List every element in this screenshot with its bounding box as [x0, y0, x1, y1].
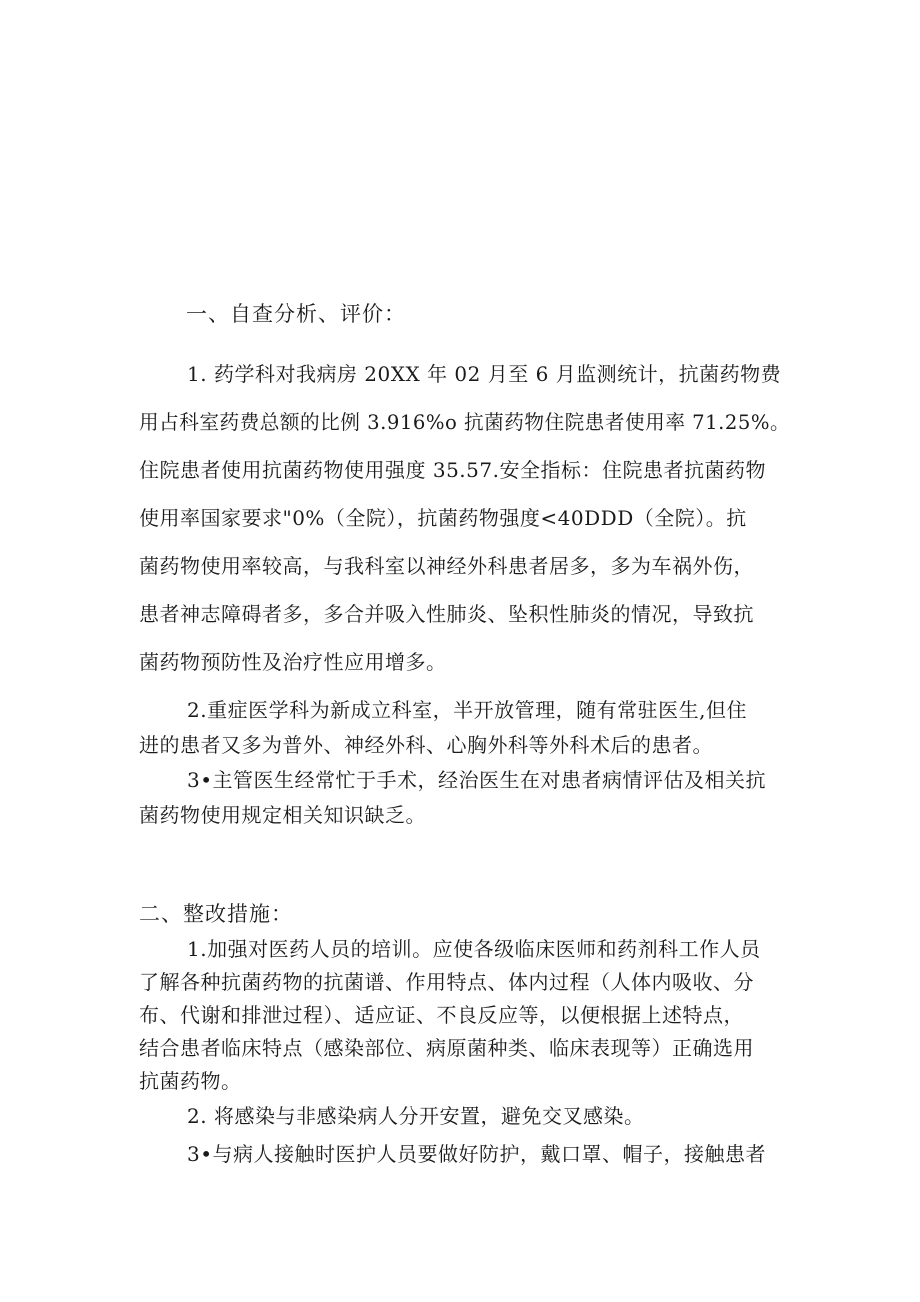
text-line: 了解各种抗菌药物的抗菌谱、作用特点、体内过程（人体内吸收、分 — [139, 970, 754, 994]
text-line: 住院患者使用抗菌药物使用强度 35.57.安全指标：住院患者抗菌药物 — [139, 458, 766, 482]
text-line: 1. 药学科对我病房 20XX 年 02 月至 6 月监测统计，抗菌药物费 — [187, 362, 782, 386]
text-line: 2.重症医学科为新成立科室，半开放管理，随有常驻医生,但住 — [187, 698, 747, 722]
section1-heading: 一、自查分析、评价： — [186, 302, 406, 326]
text-line: 2. 将感染与非感染病人分开安置，避免交叉感染。 — [187, 1104, 645, 1128]
text-line: 用占科室药费总额的比例 3.916%o 抗菌药物住院患者使用率 71.25%。 — [139, 410, 791, 434]
text-line: 3•主管医生经常忙于手术，经治医生在对患者病情评估及相关抗 — [187, 768, 767, 792]
text-line: 结合患者临床特点（感染部位、病原菌种类、临床表现等）正确选用 — [139, 1036, 754, 1060]
text-line: 使用率国家要求"0%（全院），抗菌药物强度<40DDD（全院）。抗 — [139, 506, 747, 530]
section2-heading: 二、整改措施： — [139, 902, 293, 926]
text-line: 菌药物预防性及治疗性应用增多。 — [139, 650, 447, 674]
text-line: 抗菌药物。 — [139, 1069, 242, 1093]
text-line: 患者神志障碍者多，多合并吸入性肺炎、坠积性肺炎的情况，导致抗 — [139, 602, 754, 626]
text-line: 布、代谢和排泄过程）、适应证、不良反应等，以便根据上述特点， — [139, 1003, 744, 1027]
text-line: 菌药物使用率较高，与我科室以神经外科患者居多，多为车祸外伤， — [139, 554, 754, 578]
text-line: 菌药物使用规定相关知识缺乏。 — [139, 803, 426, 827]
text-line: 进的患者又多为普外、神经外科、心胸外科等外科术后的患者。 — [139, 733, 713, 757]
text-line: 3•与病人接触时医护人员要做好防护，戴口罩、帽子，接触患者 — [187, 1142, 767, 1166]
text-line: 1.加强对医药人员的培训。应使各级临床医师和药剂科工作人员 — [187, 937, 761, 961]
